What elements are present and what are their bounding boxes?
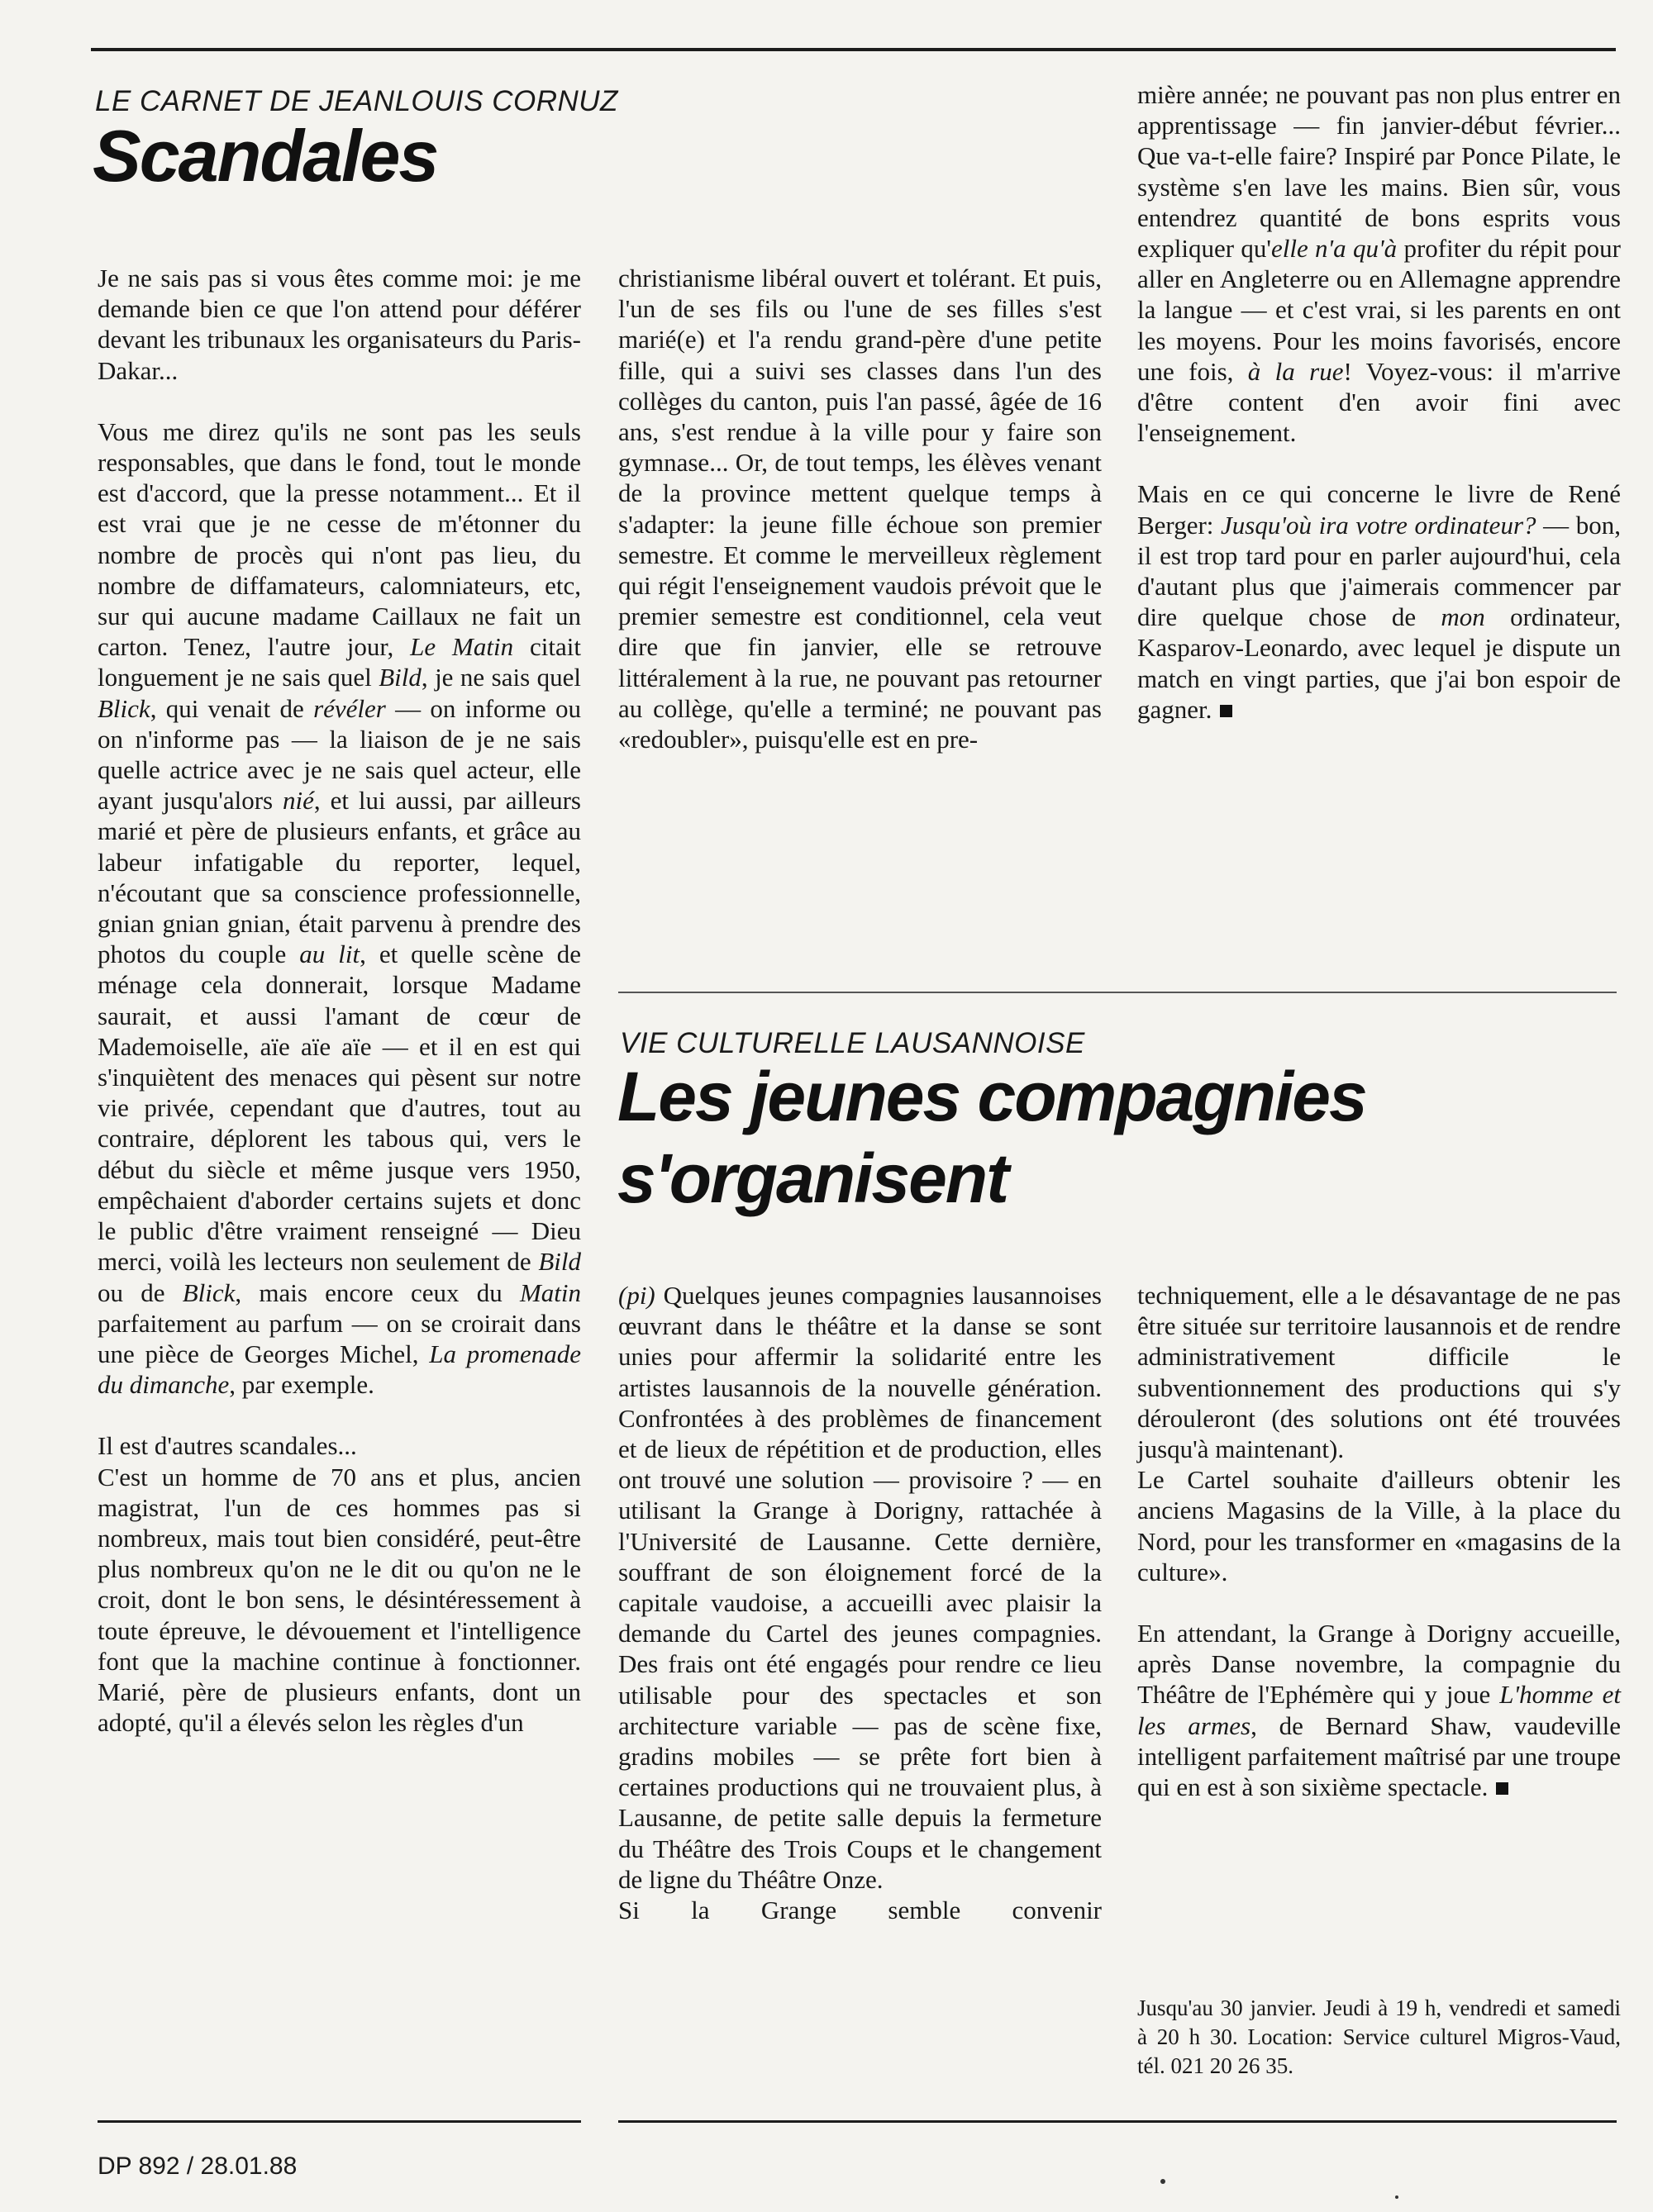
paragraph: (pi) Quelques jeunes compagnies lausannoises œuvrant dans le théâtre et la danse se sont unies pour affermir la solidarité entre les artistes lausannois de la nouvelle génération. Confrontées à des problèmes de financement et de lieux de répétition et de production, elles ont trouvé une solution — provisoire ? — en utilisant la Grange à Dorigny, rattachée à l'Université de Lausanne. Cette dernière, souffrant de son éloignement forcé de la capitale vaudoise, a accueilli avec plaisir la demande du Cartel des jeunes compagnies. Des frais ont été engagés pour rendre ce lieu utilisable pour des spectacles et son architecture variable — pas de scène fixe, gradins mobiles — se prête fort bien à certaines productions qui ne trouvaient plus, à Lausanne, de petite salle depuis la fermeture du Théâtre des Trois Coups et le changement de ligne du Théâtre Onze.	[618, 1281, 1102, 1894]
article2-column-1	[618, 1280, 1102, 1925]
paragraph: Le Cartel souhaite d'ailleurs obtenir les anciens Magasins de la Ville, à la place du Nord, pour les transformer en «magasins de la culture».	[1137, 1465, 1621, 1586]
paragraph: Si la Grange semble convenir	[618, 1896, 1102, 1925]
scan-speck	[1395, 2195, 1398, 2199]
issue-footer: DP 892 / 28.01.88	[98, 2153, 298, 2180]
bottom-rule-left	[98, 2120, 581, 2123]
paragraph: mière année; ne pouvant pas non plus entrer en apprentissage — fin janvier-début février... Que va-t-elle faire? Inspiré par Ponce Pilate, le système s'en lave les mains. Bien sûr, vous entendrez quantité de bons esprits vous expliquer qu'elle n'a qu'à profiter du répit pour aller en Angleterre ou en Allemagne apprendre la langue — et c'est vrai, si les parents en ont les moyens. Pour les moins favorisés, encore une fois, à la rue! Voyez-vous: il m'arrive d'être content d'en avoir fini avec l'enseignement.	[1137, 80, 1622, 448]
end-of-article-mark	[1496, 1782, 1508, 1795]
paragraph: En attendant, la Grange à Dorigny accueille, après Danse novembre, la compagnie du Théâtre de l'Ephémère qui y joue L'homme et les armes, de Bernard Shaw, vaudeville intelligent parfaitement maîtrisé par une troupe qui en est à son sixième spectacle.	[1137, 1619, 1622, 1802]
top-rule	[91, 48, 1616, 51]
article1-column-1	[98, 263, 581, 1738]
article1-title: Scandales	[93, 115, 438, 197]
article2-column-2	[1137, 1280, 1621, 1802]
paragraph: Je ne sais pas si vous êtes comme moi: je me demande bien ce que l'on attend pour déférer devant les tribunaux les organisateurs du Paris-Dakar...	[98, 264, 581, 385]
section-divider-rule	[618, 992, 1617, 993]
article1-column-2	[618, 263, 1102, 754]
end-of-article-mark	[1220, 705, 1232, 717]
bottom-rule-right	[618, 2120, 1617, 2123]
scan-speck	[1160, 2179, 1165, 2184]
paragraph: Vous me direz qu'ils ne sont pas les seuls responsables, que dans le fond, tout le monde est d'accord, que la presse notamment... Et il est vrai que je ne cesse de m'étonner du nombre de procès qui n'ont pas lieu, du nombre de diffamateurs, calomniateurs, etc, sur qui aucune madame Caillaux ne fait un carton. Tenez, l'autre jour, Le Matin citait longuement je ne sais quel Bild, je ne sais quel Blick, qui venait de révéler — on informe ou on n'informe pas — la liaison de je ne sais quelle actrice avec je ne sais quel acteur, elle ayant jusqu'alors nié, et lui aussi, par ailleurs marié et père de plusieurs enfants, et grâce au labeur infatigable du reporter, lequel, n'écoutant que sa conscience professionnelle, gnian gnian gnian, était parvenu à prendre des photos du couple au lit, et quelle scène de ménage cela donnerait, lorsque Madame saurait, et aussi l'amant de cœur de Mademoiselle, aïe aïe aïe — et il en est qui s'inquiètent des menaces qui pèsent sur notre vie privée, cependant que d'autres, tout au contraire, déplorent les tabous qui, vers le début du siècle et même jusque vers 1950, empêchaient d'aborder certains sujets et donc le public d'être vraiment renseigné — Dieu merci, voilà les lecteurs non seulement de Bild ou de Blick, mais encore ceux du Matin parfaitement au parfum — on se croirait dans une pièce de Georges Michel, La promenade du dimanche, par exemple.	[98, 416, 582, 1400]
article1-column-3	[1137, 79, 1621, 725]
paragraph: techniquement, elle a le désavantage de ne pas être située sur territoire lausannois et de rendre administrativement difficile le subventionnement des productions qui s'y dérouleront (des solutions ont été trouvées jusqu'à maintenant).	[1137, 1281, 1621, 1464]
article2-title-line-2: s'organisent	[617, 1139, 1008, 1217]
paragraph: christianisme libéral ouvert et tolérant. Et puis, l'un de ses fils ou l'une de ses filles s'est marié(e) et l'a rendu grand-père d'une petite fille, qui a suivi ses classes dans l'un des collèges du canton, puis l'an passé, âgée de 16 ans, s'est rendue à la ville pour y faire son gymnase... Or, de tout temps, les élèves venant de la province mettent quelque temps à s'adapter: la jeune fille échoue son premier semestre. Et comme le merveilleux règlement qui régit l'enseignement vaudois prévoit que le premier semestre est conditionnel, cela veut dire que fin janvier, elle se retrouve littéralement à la rue, ne pouvant pas retourner au collège, qu'elle a terminé; ne pouvant pas «redoubler», puisqu'elle est en pre-	[618, 264, 1102, 754]
article2-title	[617, 1056, 1366, 1220]
paragraph: Mais en ce qui concerne le livre de René Berger: Jusqu'où ira votre ordinateur? — bon, il est trop tard pour en parler aujourd'hui, cela d'autant plus que j'aimerais commencer par dire quelque chose de mon ordinateur, Kasparov-Leonardo, avec lequel je dispute un match en vingt parties, que j'ai bon espoir de gagner.	[1137, 479, 1622, 724]
article1-kicker: LE CARNET DE JEANLOUIS CORNUZ	[95, 85, 618, 117]
article2-title-line-1: Les jeunes compagnies	[617, 1058, 1366, 1135]
paragraph: Il est d'autres scandales...	[98, 1431, 357, 1461]
article2-kicker: VIE CULTURELLE LAUSANNOISE	[620, 1027, 1085, 1059]
paragraph: C'est un homme de 70 ans et plus, ancien magistrat, l'un de ces hommes pas si nombreux, mais tout bien considéré, peut-être plus nombreux qu'on ne le dit ou qu'on ne le croit, dont le bon sens, le désintéressement à toute épreuve, le dévouement et l'intelligence font que la machine continue à fonctionner. Marié, père de plusieurs enfants, dont un adopté, qu'il a élevés selon les règles d'un	[98, 1462, 581, 1738]
event-info-note: Jusqu'au 30 janvier. Jeudi à 19 h, vendredi et samedi à 20 h 30. Location: Service culturel Migros-Vaud, tél. 021 20 26 35.	[1137, 1996, 1621, 2078]
